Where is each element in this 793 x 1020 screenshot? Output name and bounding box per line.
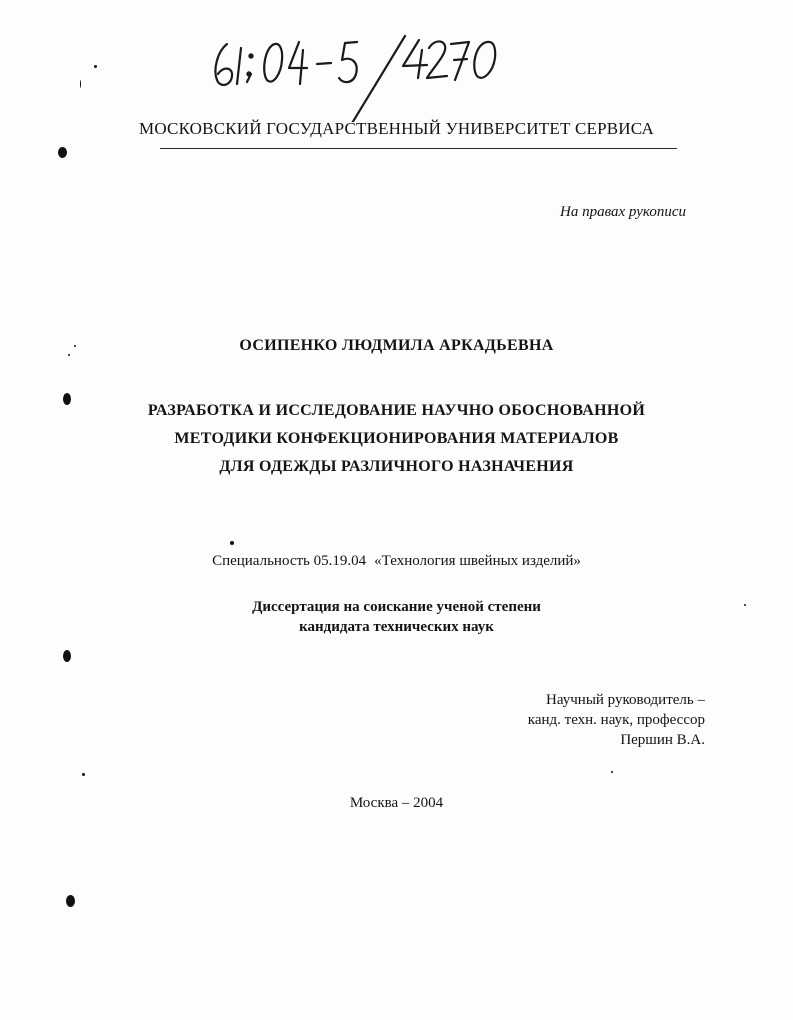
header-divider [160, 148, 677, 149]
city-year: Москва – 2004 [349, 795, 444, 811]
scan-speck [82, 773, 85, 776]
dissertation-title [0, 397, 793, 481]
title-line: ДЛЯ ОДЕЖДЫ РАЗЛИЧНОГО НАЗНАЧЕНИЯ [219, 458, 574, 475]
scan-speck [611, 771, 613, 773]
scan-speck [74, 345, 76, 347]
scan-speck [744, 604, 746, 606]
university-name: МОСКОВСКИЙ ГОСУДАРСТВЕННЫЙ УНИВЕРСИТЕТ СЕРВИСА [139, 119, 654, 138]
binding-hole-mark [66, 895, 75, 907]
specialty-line [0, 553, 793, 570]
supervisor-line: канд. техн. наук, профессор [527, 712, 705, 728]
manuscript-rights-note: На правах рукописи [560, 204, 686, 220]
degree-line: кандидата технических наук [299, 619, 494, 635]
supervisor-line: Научный руководитель – [546, 692, 705, 708]
title-line: РАЗРАБОТКА И ИССЛЕДОВАНИЕ НАУЧНО ОБОСНОВАННОЙ [147, 402, 646, 419]
specialty-code: Специальность 05.19.04 [212, 553, 367, 569]
binding-hole-mark [63, 650, 71, 662]
degree-statement [0, 597, 793, 637]
supervisor-line: Першин В.А. [620, 732, 705, 748]
author-name: ОСИПЕНКО ЛЮДМИЛА АРКАДЬЕВНА [239, 337, 554, 354]
degree-line: Диссертация на соискание ученой степени [252, 599, 541, 615]
binding-hole-mark [63, 393, 71, 405]
handwritten-archive-number [205, 22, 515, 122]
specialty-name: «Технология швейных изделий» [374, 553, 581, 569]
scan-speck [68, 354, 70, 356]
binding-hole-mark [58, 147, 67, 158]
supervisor-block [528, 690, 705, 750]
scan-speck [94, 65, 97, 68]
title-line: МЕТОДИКИ КОНФЕКЦИОНИРОВАНИЯ МАТЕРИАЛОВ [174, 430, 619, 447]
scan-speck [80, 80, 81, 88]
scan-speck [230, 541, 234, 545]
